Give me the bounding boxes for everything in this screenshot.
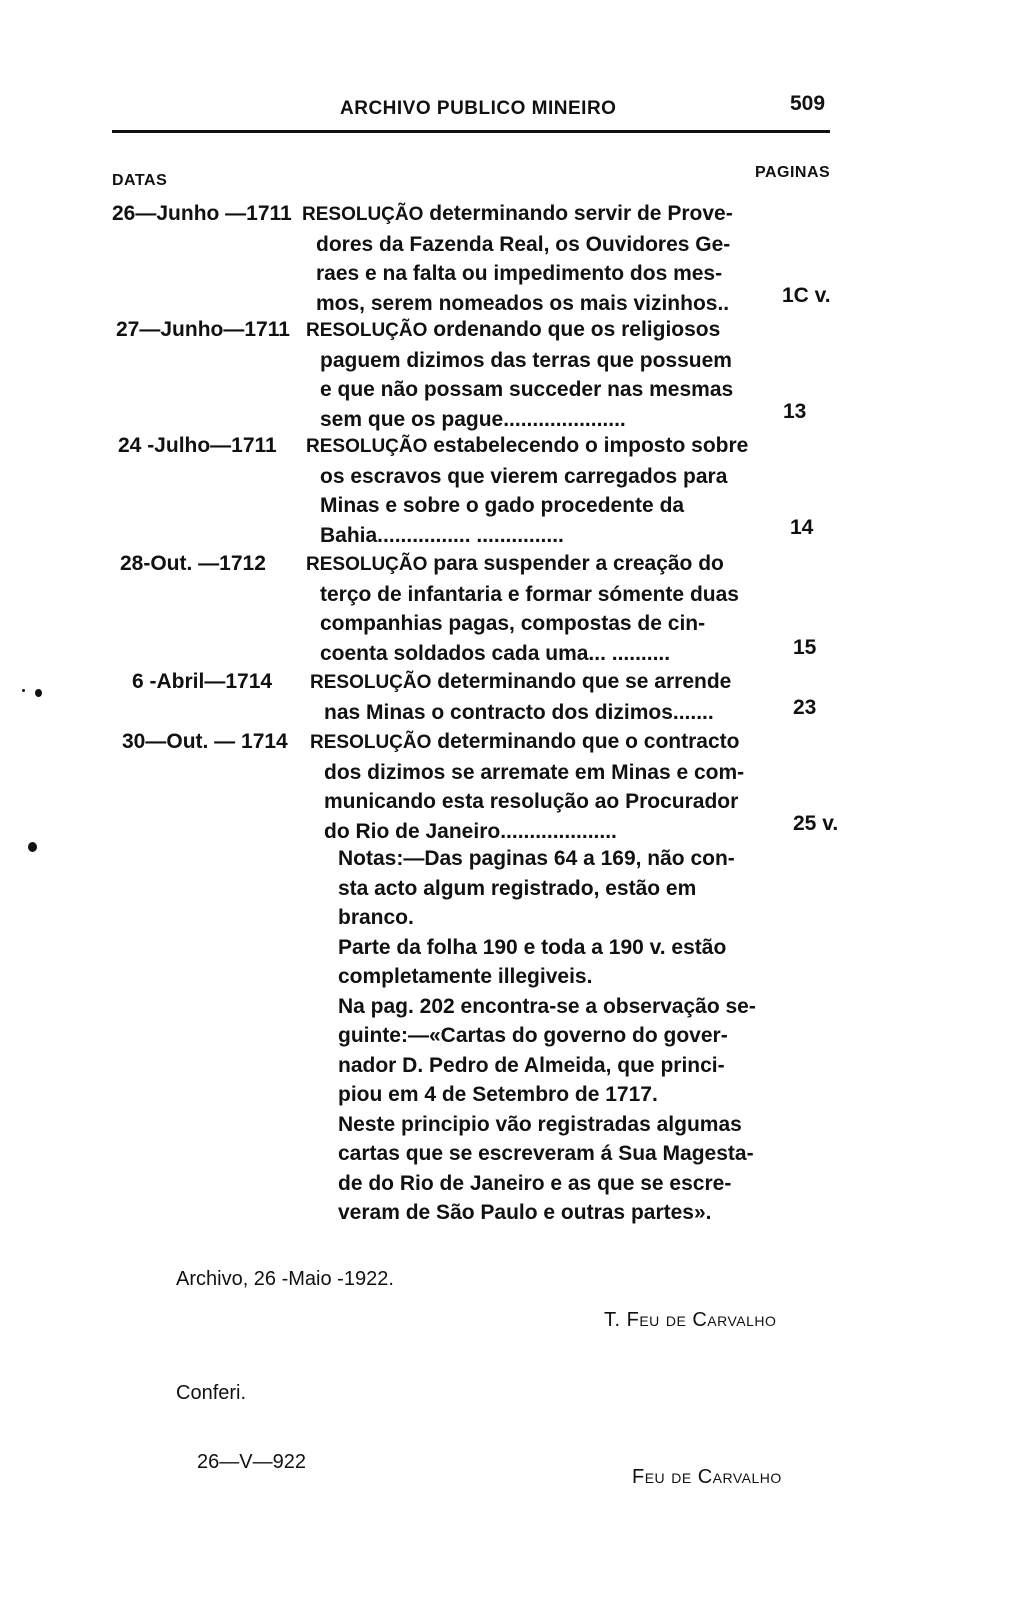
entry-page: 13 <box>783 400 807 423</box>
entry-line: determinando que o contracto <box>437 730 740 753</box>
notes-line: Parte da folha 190 e toda a 190 v. estão <box>338 935 727 959</box>
header-rule <box>112 130 830 133</box>
notes-line: Na pag. 202 encontra-se a observação se- <box>338 994 756 1018</box>
entry-line: coenta soldados cada uma... .......... <box>320 641 671 665</box>
entry-line: sem que os pague..................... <box>320 407 626 431</box>
entry-line: dos dizimos se arremate em Minas e com- <box>324 760 745 784</box>
entry-date: 27—Junho—1711 <box>116 318 290 341</box>
notes-line: sta acto algum registrado, estão em <box>338 876 697 900</box>
notes-line: guinte:—«Cartas do governo do gover- <box>338 1024 728 1047</box>
short-date: 26—V—922 <box>197 1451 306 1473</box>
entry-text <box>310 667 744 727</box>
entry-keyword: RESOLUÇÃO <box>306 554 428 575</box>
entry-line: determinando que se arrende <box>437 670 732 693</box>
entry-keyword: RESOLUÇÃO <box>310 732 432 753</box>
entry-text <box>306 549 740 668</box>
entry-page: 23 <box>793 696 817 719</box>
entry-keyword: RESOLUÇÃO <box>306 436 428 457</box>
entry-date: 30—Out. — 1714 <box>122 730 288 753</box>
entry-line: paguem dizimos das terras que possuem <box>320 348 732 372</box>
entry-line: estabelecendo o imposto sobre <box>433 434 749 457</box>
entry-date: 26—Junho —1711 <box>112 202 292 225</box>
place-date: Archivo, 26 -Maio -1922. <box>176 1268 394 1290</box>
entry-line: raes e na falta ou impedimento dos mes- <box>316 262 723 285</box>
signature-secondary: Feu de Carvalho <box>632 1466 782 1488</box>
entry-line: determinando servir de Prove- <box>429 202 733 225</box>
entry-date: 6 -Abril—1714 <box>132 670 273 693</box>
notes-line: cartas que se escreveram á Sua Magesta- <box>338 1142 754 1165</box>
entry-date: 28-Out. —1712 <box>120 552 266 575</box>
entry-line: os escravos que vierem carregados para <box>320 464 728 488</box>
entry-text <box>310 727 744 846</box>
entry-line: mos, serem nomeados os mais vizinhos.. <box>316 291 730 315</box>
entry-page: 25 v. <box>793 812 839 835</box>
scan-speck <box>28 842 37 852</box>
scan-speck <box>22 689 25 692</box>
notes-line: Neste principio vão registradas algumas <box>338 1112 742 1136</box>
entry-text <box>306 431 749 550</box>
running-header-title: ARCHIVO PUBLICO MINEIRO <box>340 98 617 119</box>
notes-line: piou em 4 de Setembro de 1717. <box>338 1083 658 1106</box>
entry-line: municando esta resolução ao Procurador <box>324 790 739 813</box>
notes-line: de do Rio de Janeiro e as que se escre- <box>338 1171 732 1195</box>
notes-line: veram de São Paulo e outras partes». <box>338 1201 712 1224</box>
entry-keyword: RESOLUÇÃO <box>302 204 424 225</box>
conferi-label: Conferi. <box>176 1382 247 1404</box>
entry-line: e que não possam succeder nas mesmas <box>320 378 734 401</box>
entry-line: nas Minas o contracto dos dizimos....... <box>324 700 714 724</box>
entry-line: dores da Fazenda Real, os Ouvidores Ge- <box>316 232 731 256</box>
entry-keyword: RESOLUÇÃO <box>306 320 428 341</box>
entry-page: 14 <box>790 516 814 539</box>
entry-line: terço de infantaria e formar sómente duas <box>320 582 739 606</box>
pages-column-label: PAGINAS <box>755 164 831 181</box>
notes-block <box>338 844 756 1228</box>
dates-column-label: DATAS <box>112 172 168 189</box>
entry-text <box>306 315 740 434</box>
notes-line: branco. <box>338 906 414 929</box>
entry-keyword: RESOLUÇÃO <box>310 672 432 693</box>
scan-speck <box>35 689 42 697</box>
entry-date: 24 -Julho—1711 <box>118 434 277 457</box>
entry-line: para suspender a creação do <box>433 552 724 575</box>
entry-line: Minas e sobre o gado procedente da <box>320 494 685 517</box>
page-number: 509 <box>790 92 826 115</box>
signature-primary: T. Feu de Carvalho <box>604 1309 777 1331</box>
notes-line: completamente illegiveis. <box>338 965 593 988</box>
entry-line: companhias pagas, compostas de cin- <box>320 612 706 635</box>
notes-line: Notas:—Das paginas 64 a 169, não con- <box>338 847 735 870</box>
entry-text <box>302 199 736 318</box>
entry-line: do Rio de Janeiro.................... <box>324 819 617 843</box>
notes-line: nador D. Pedro de Almeida, que princi- <box>338 1053 725 1077</box>
entry-line: Bahia................ ............... <box>320 523 564 547</box>
entry-page: 15 <box>793 636 817 659</box>
entry-line: ordenando que os religiosos <box>433 318 721 341</box>
entry-page: 1C v. <box>782 284 831 307</box>
